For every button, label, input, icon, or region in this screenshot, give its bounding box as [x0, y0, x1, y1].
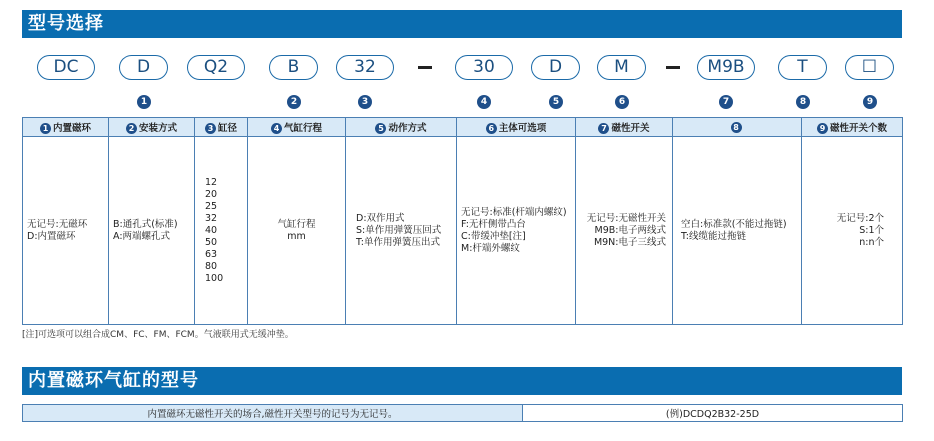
example-right-cell: (例)DCDQ2B32-25D [523, 405, 903, 422]
cell-line: 32 [205, 212, 218, 224]
cell-magnet [23, 137, 109, 325]
cell-line: n:n个 [859, 236, 884, 248]
cell-switch-qty [802, 137, 903, 325]
header-badge-9: 9 [817, 123, 828, 134]
cell-line: 无记号:无磁环 [27, 218, 88, 230]
option-table [22, 117, 903, 325]
cell-stroke [248, 137, 346, 325]
cell-line: M9N:电子三线式 [593, 236, 666, 248]
header-badge-4: 4 [271, 123, 282, 134]
cell-line: A:两端螺孔式 [113, 230, 171, 242]
code-pill-action: D [531, 55, 580, 80]
code-pill-series: Q2 [187, 55, 245, 80]
header-stroke [248, 118, 346, 137]
code-pill-mount: D [119, 55, 168, 80]
example-left-cell: 内置磁环无磁性开关的场合,磁性开关型号的记号为无记号。 [23, 405, 523, 422]
badge-2: 2 [287, 95, 301, 109]
header-body-option [457, 118, 576, 137]
cell-line: S:单作用弹簧压回式 [356, 224, 442, 236]
cell-switch [576, 137, 673, 325]
cell-line: S:1个 [859, 224, 884, 236]
cell-line: 无记号:2个 [836, 212, 884, 224]
header-badge-2: 2 [126, 123, 137, 134]
header-magnet [23, 118, 109, 137]
cell-line: F:无杆侧带凸台 [461, 218, 526, 230]
header-label: 气缸行程 [283, 123, 322, 134]
header-mounting [109, 118, 195, 137]
code-pill-mount-type: B [269, 55, 318, 80]
header-switch [576, 118, 673, 137]
cell-line: 80 [205, 260, 218, 272]
section-title-model-selection: 型号选择 [22, 10, 902, 38]
code-pill-dc: DC [37, 55, 95, 80]
cell-line: 无记号:标准(杆端内螺纹) [461, 206, 567, 218]
header-badge-5: 5 [375, 123, 386, 134]
cell-line: M9B:电子两线式 [594, 224, 666, 236]
cell-line: 25 [205, 200, 218, 212]
code-pill-switch: M9B [697, 55, 755, 80]
header-label: 内置磁环 [52, 123, 91, 134]
badge-9: 9 [863, 95, 877, 109]
cell-line: 40 [205, 224, 218, 236]
code-pill-stroke: 30 [455, 55, 513, 80]
badge-7: 7 [719, 95, 733, 109]
footnote: [注]可选项可以组合成CM、FC、FM、FCM。气液联用式无缓冲垫。 [22, 330, 294, 340]
section-title-magnet-cylinder: 内置磁环气缸的型号 [22, 367, 902, 395]
header-label: 磁性开关 [611, 123, 650, 134]
cell-line: 100 [205, 272, 224, 284]
badge-5: 5 [549, 95, 563, 109]
cell-line: B:通孔式(标准) [113, 218, 178, 230]
cell-line: C:带缓冲垫[注] [461, 230, 526, 242]
cell-bore [195, 137, 248, 325]
cell-line: 空白:标准款(不能过拖链) [681, 218, 787, 230]
cell-line: T:线缆能过拖链 [681, 230, 746, 242]
header-label: 主体可选项 [498, 123, 547, 134]
header-badge-6: 6 [486, 123, 497, 134]
header-cable [673, 118, 802, 137]
header-badge-8: 8 [731, 122, 742, 133]
cell-line: D:双作用式 [356, 212, 405, 224]
code-pill-option: M [597, 55, 646, 80]
header-label: 磁性开关个数 [829, 123, 887, 134]
cell-line: 63 [205, 248, 218, 260]
cell-body-option [457, 137, 576, 325]
cell-line: mm [287, 230, 306, 242]
header-label: 安装方式 [138, 123, 177, 134]
cell-line: 无记号:无磁性开关 [586, 212, 666, 224]
header-label: 缸径 [217, 123, 237, 134]
cell-line: M:杆端外螺纹 [461, 242, 520, 254]
header-bore [195, 118, 248, 137]
cell-line: 12 [205, 176, 218, 188]
code-dash-1 [418, 66, 432, 69]
cell-line: 50 [205, 236, 218, 248]
cell-line: D:内置磁环 [27, 230, 76, 242]
badge-6: 6 [615, 95, 629, 109]
cell-mounting [109, 137, 195, 325]
code-pill-bore: 32 [336, 55, 394, 80]
cell-line: 气缸行程 [277, 218, 316, 230]
code-pill-cable: T [778, 55, 827, 80]
badge-8: 8 [796, 95, 810, 109]
cell-line: T:单作用弹簧压出式 [356, 236, 440, 248]
header-badge-1: 1 [40, 123, 51, 134]
header-action [346, 118, 457, 137]
code-dash-2 [666, 66, 680, 69]
cell-line: 20 [205, 188, 218, 200]
badge-4: 4 [477, 95, 491, 109]
header-badge-3: 3 [205, 123, 216, 134]
header-badge-7: 7 [598, 123, 609, 134]
cell-cable [673, 137, 802, 325]
code-pill-switch-qty: ☐ [845, 55, 894, 80]
cell-action [346, 137, 457, 325]
header-label: 动作方式 [388, 123, 427, 134]
badge-3: 3 [358, 95, 372, 109]
header-switch-qty [802, 118, 903, 137]
badge-1: 1 [137, 95, 151, 109]
example-table [22, 404, 903, 422]
